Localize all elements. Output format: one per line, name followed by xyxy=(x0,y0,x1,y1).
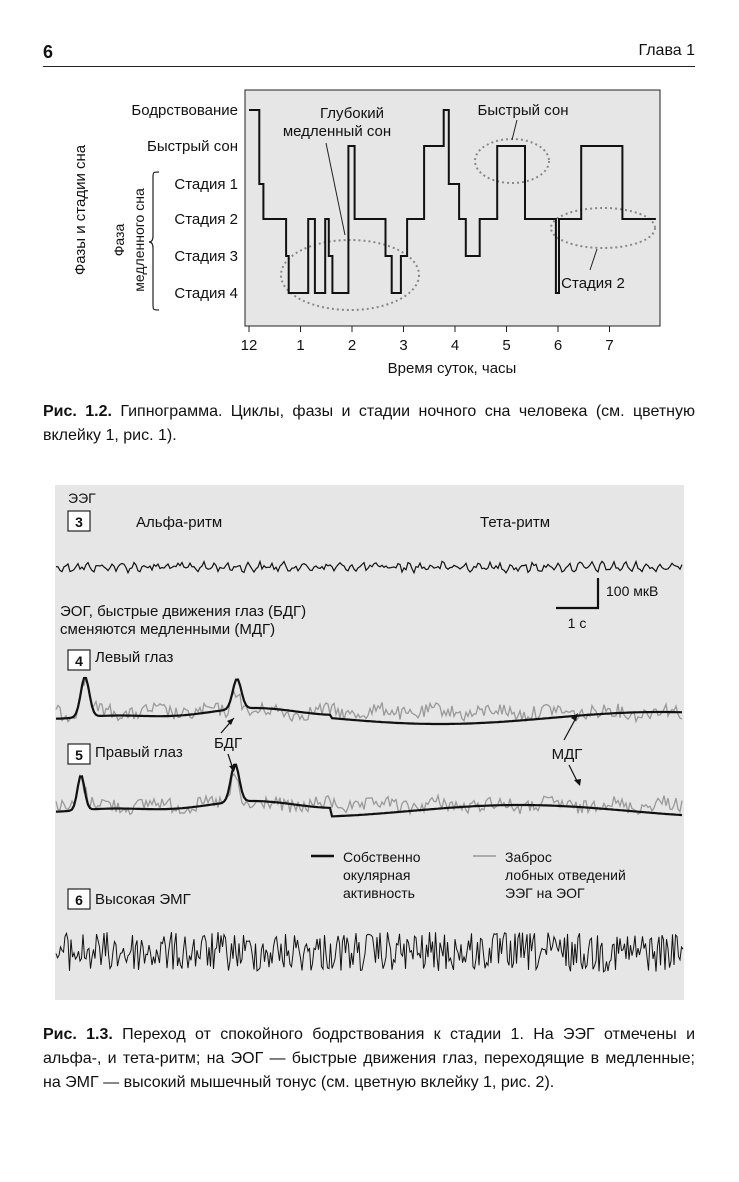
y-label-3: Стадия 2 xyxy=(174,211,238,228)
caption-label: Рис. 1.2. xyxy=(43,403,112,420)
y-axis-subtitle-1: Фаза xyxy=(111,223,127,257)
caption-label-2: Рис. 1.3. xyxy=(43,1026,113,1043)
y-label-4: Стадия 3 xyxy=(174,248,238,265)
polysomnography-figure xyxy=(0,480,739,1005)
panel-5-number: 5 xyxy=(75,747,83,763)
legend-black-3: активность xyxy=(343,885,415,901)
y-axis-title: Фазы и стадии сна xyxy=(72,144,89,276)
panel-3-number: 3 xyxy=(75,514,83,530)
x-tick-label-4: 4 xyxy=(450,337,460,354)
eog-title-2: сменяются медленными (МДГ) xyxy=(60,621,276,638)
annotation-stage2: Стадия 2 xyxy=(561,275,625,292)
scale-voltage: 100 мкВ xyxy=(606,583,659,599)
y-label-5: Стадия 4 xyxy=(174,285,238,302)
nrem-brace xyxy=(149,172,159,310)
y-label-0: Бодрствование xyxy=(131,102,238,119)
y-axis-labels xyxy=(131,102,238,302)
caption-text: Гипнограмма. Циклы, фазы и стадии ночного сна человека (см. цветную вклейку 1, рис. 1). xyxy=(43,403,695,444)
x-tick-label-7: 7 xyxy=(605,337,614,354)
x-tick-label-6: 6 xyxy=(553,337,563,354)
hypnogram-figure xyxy=(0,0,739,390)
x-tick-label-1: 1 xyxy=(296,337,305,354)
scale-time: 1 с xyxy=(567,615,587,631)
annotation-rem: Быстрый сон xyxy=(477,102,569,119)
legend-gray-3: ЭЭГ на ЭОГ xyxy=(505,885,585,901)
x-axis-ticks xyxy=(241,326,614,354)
figure-panel-background xyxy=(55,485,684,1000)
left-eye-label: Левый глаз xyxy=(95,649,174,666)
rem-eye-movements-label: БДГ xyxy=(213,735,243,752)
x-tick-label-3: 3 xyxy=(399,337,408,354)
legend-black-2: окулярная xyxy=(343,867,411,883)
x-tick-label-0: 12 xyxy=(240,337,258,354)
legend-gray-2: лобных отведений xyxy=(505,867,626,883)
chapter-title: Глава 1 xyxy=(638,42,695,59)
legend-gray-1: Заброс xyxy=(505,849,552,865)
x-axis-title: Время суток, часы xyxy=(387,360,517,377)
slow-eye-movements-label: МДГ xyxy=(551,746,583,763)
emg-label: Высокая ЭМГ xyxy=(95,891,191,908)
y-axis-subtitle-2: медленного сна xyxy=(131,188,147,292)
right-eye-label: Правый глаз xyxy=(95,744,183,761)
annotation-deep-sleep-1: Глубокий xyxy=(320,105,384,122)
y-label-2: Стадия 1 xyxy=(174,176,238,193)
x-tick-label-5: 5 xyxy=(502,337,511,354)
y-label-1: Быстрый сон xyxy=(147,138,238,155)
figure-1-3-caption xyxy=(43,1023,695,1095)
legend-black-1: Собственно xyxy=(343,849,421,865)
figure-1-2-caption xyxy=(43,400,695,448)
annotation-deep-sleep-2: медленный сон xyxy=(282,123,392,140)
x-tick-label-2: 2 xyxy=(347,337,357,354)
eog-title-1: ЭОГ, быстрые движения глаз (БДГ) xyxy=(60,603,307,620)
caption-text-2: Переход от спокойного бодрствования к стадии 1. На ЭЭГ отмечены и альфа-, и тета-ритм; на ЭОГ — быстрые движения глаз, переходящие в медленные; на ЭМГ — высокий мышечный тонус (см. цветную вклейку 1, рис. 2). xyxy=(43,1026,696,1091)
page-number: 6 xyxy=(43,42,54,62)
alpha-rhythm-label: Альфа-ритм xyxy=(136,514,223,531)
theta-rhythm-label: Тета-ритм xyxy=(480,514,551,531)
panel-4-number: 4 xyxy=(75,653,83,669)
eeg-title: ЭЭГ xyxy=(68,490,96,506)
panel-6-number: 6 xyxy=(75,892,83,908)
